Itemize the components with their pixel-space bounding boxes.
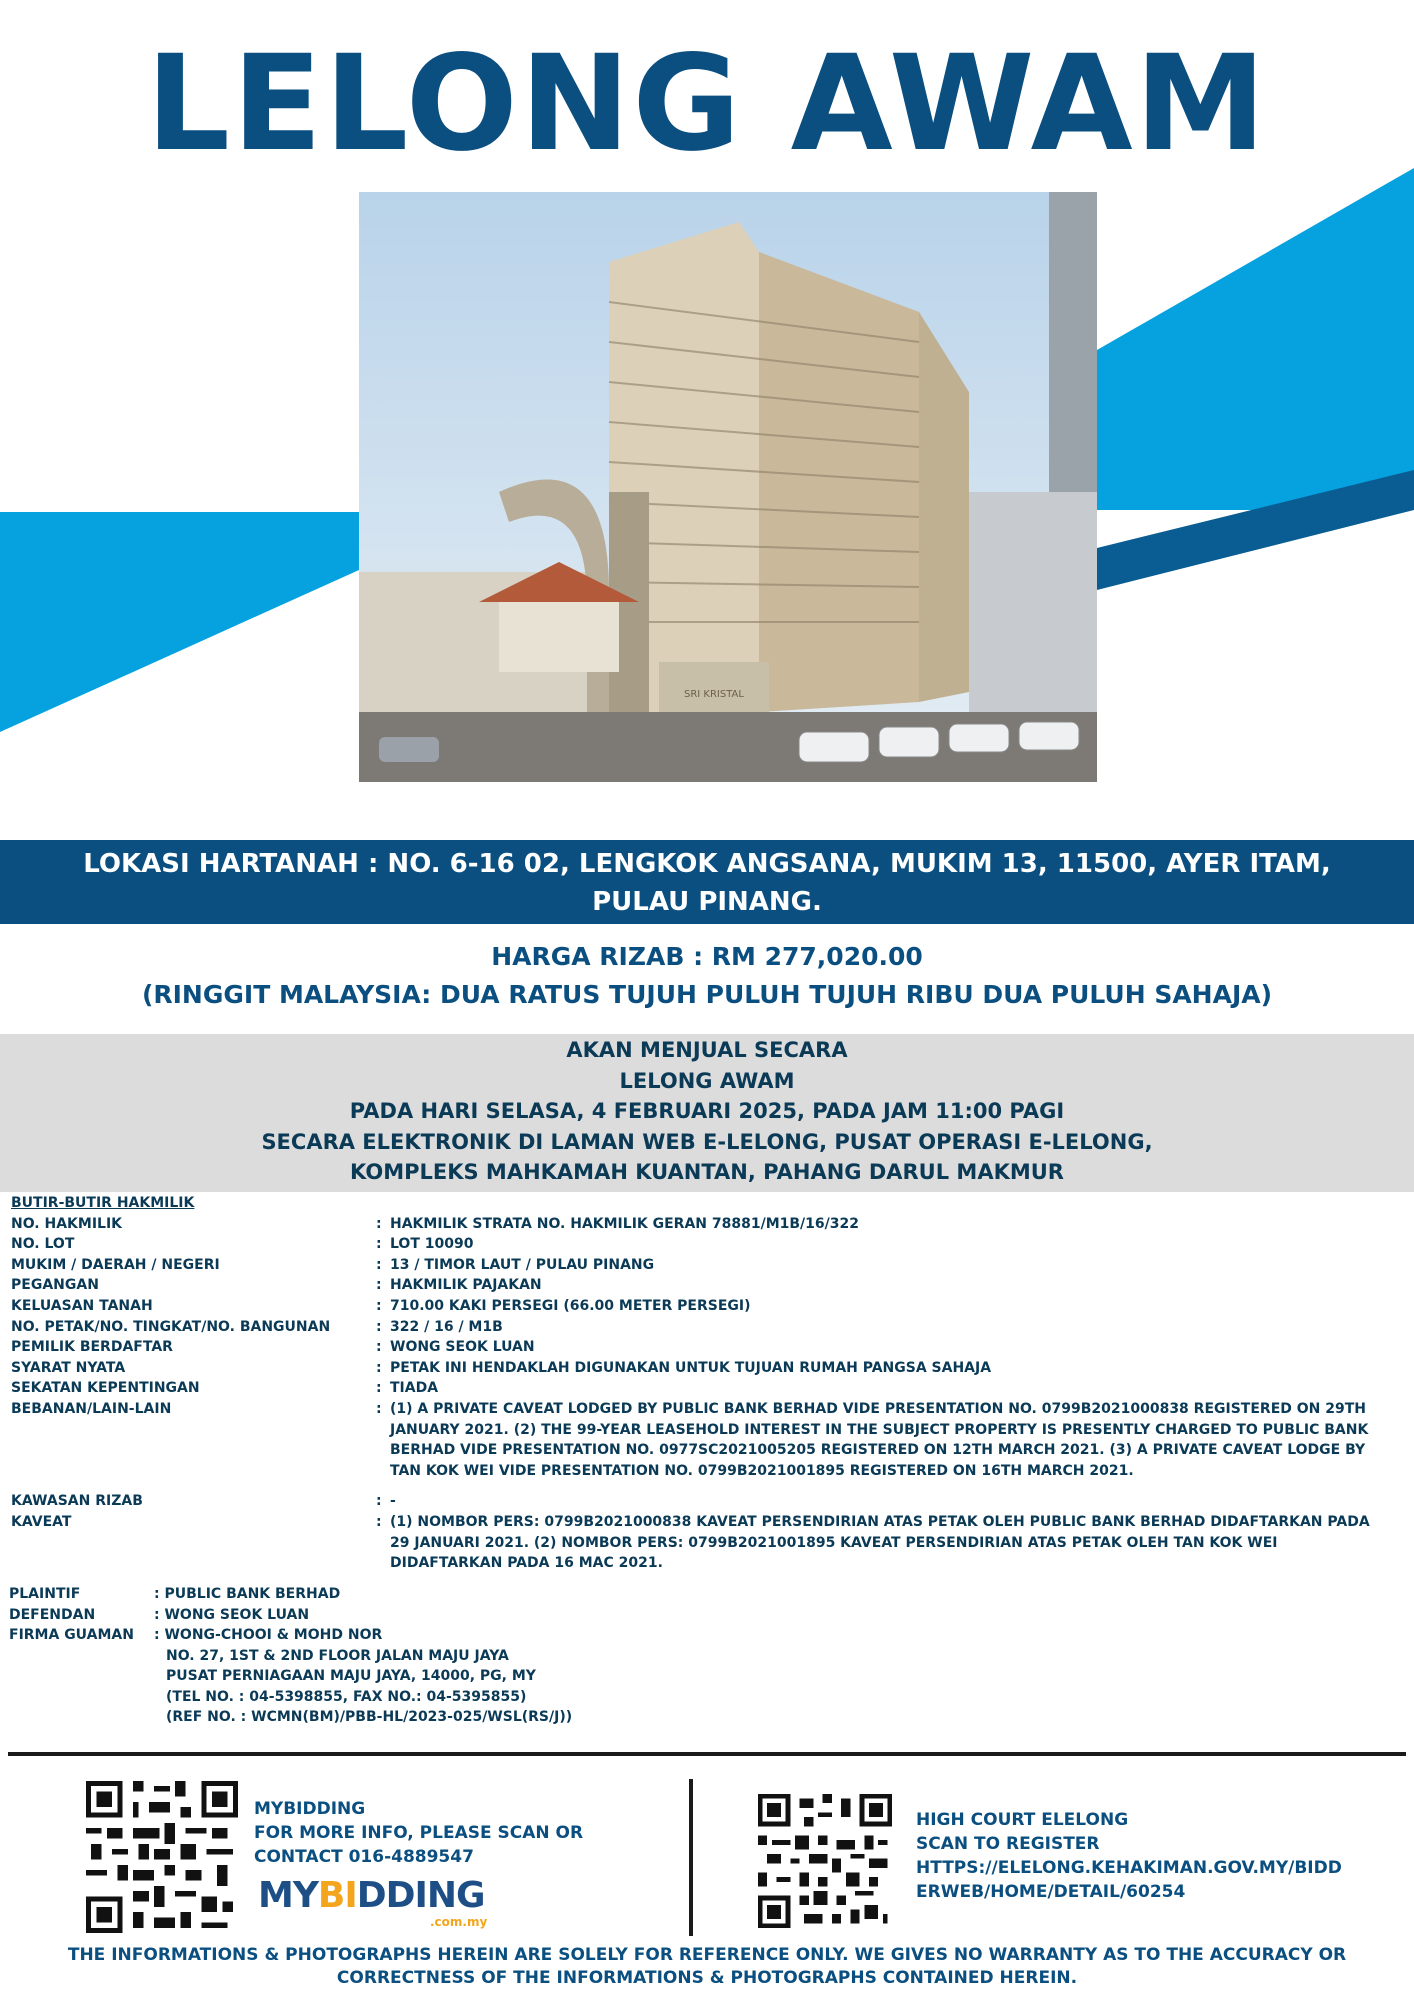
auction-line: PADA HARI SELASA, 4 FEBRUARI 2025, PADA JAM 11:00 PAGI xyxy=(349,1099,1065,1123)
court-line-2: SCAN TO REGISTER xyxy=(916,1834,1100,1854)
detail-row: BEBANAN/LAIN-LAIN : (1) A PRIVATE CAVEAT LODGED BY PUBLIC BANK BERHAD VIDE PRESENTATION NO. 0799B2021000838 REGISTERED ON 29TH JANUARY 2021. (2) THE 99-YEAR LEASEHOLD INTEREST IN THE SUBJECT PROPERTY IS PRESENTLY CHARGED TO PUBLIC BANK BERHAD VIDE PRESENTATION NO. 0977SC2021005205 REGISTERED ON 12TH MARCH 2021. (3) A PRIVATE CAVEAT LODGE BY TAN KOK WEI VIDE PRESENTATION NO. 0799B2021001895 REGISTERED ON 16TH MARCH 2021. xyxy=(11,1400,1369,1479)
location-band xyxy=(0,840,1414,924)
property-photo xyxy=(359,192,1097,782)
page-title: LELONG AWAM xyxy=(145,27,1269,181)
location-line-2: PULAU PINANG. xyxy=(592,887,822,917)
detail-row: SEKATAN KEPENTINGAN : TIADA xyxy=(11,1380,439,1397)
building-sign-text: SRI KRISTAL xyxy=(684,689,744,700)
mybidding-logo[interactable]: MYBIDDING xyxy=(258,1875,485,1916)
mybidding-contact xyxy=(254,1797,634,1869)
reserve-price xyxy=(0,938,1414,1014)
firm-ref: (REF NO. : WCMN(BM)/PBB-HL/2023-025/WSL(RS/J)) xyxy=(166,1709,573,1725)
mybidding-logo-domain: .com.my xyxy=(430,1915,488,1929)
detail-row: PEGANGAN : HAKMILIK PAJAKAN xyxy=(11,1277,542,1294)
qr-code-icon[interactable] xyxy=(758,1794,892,1928)
auction-line: AKAN MENJUAL SECARA xyxy=(566,1038,848,1062)
title-details xyxy=(11,1193,1401,1574)
defendan-row: DEFENDAN : WONG SEOK LUAN xyxy=(9,1606,310,1623)
reserve-price-words: (RINGGIT MALAYSIA: DUA RATUS TUJUH PULUH TUJUH RIBU DUA PULUH SAHAJA) xyxy=(141,980,1273,1009)
mybidding-line-1: MYBIDDING xyxy=(254,1799,366,1819)
auction-line: KOMPLEKS MAHKAMAH KUANTAN, PAHANG DARUL MAKMUR xyxy=(350,1160,1064,1184)
reserve-price-amount: HARGA RIZAB : RM 277,020.00 xyxy=(491,942,923,971)
details-heading: BUTIR-BUTIR HAKMILIK xyxy=(11,1195,195,1211)
detail-row: SYARAT NYATA : PETAK INI HENDAKLAH DIGUNAKAN UNTUK TUJUAN RUMAH PANGSA SAHAJA xyxy=(11,1359,992,1376)
court-url-line-2[interactable]: ERWEB/HOME/DETAIL/60254 xyxy=(916,1882,1186,1902)
detail-row: KAVEAT : (1) NOMBOR PERS: 0799B2021000838 KAVEAT PERSENDIRIAN ATAS PETAK OLEH PUBLIC BANK BERHAD DIDAFTARKAN PADA 29 JANUARI 2021. (2) NOMBOR PERS: 0799B2021001895 KAVEAT PERSENDIRIAN ATAS PETAK OLEH TAN KOK WEI DIDAFTARKAN PADA 16 MAC 2021. xyxy=(11,1513,1370,1572)
footer-divider xyxy=(8,1752,1406,1756)
disclaimer: THE INFORMATIONS & PHOTOGRAPHS HEREIN ARE SOLELY FOR REFERENCE ONLY. WE GIVES NO WARRANTY AS TO THE ACCURACY OR CORRECTNESS OF THE INFORMATIONS & PHOTOGRAPHS CONTAINED HEREIN. xyxy=(67,1945,1347,1988)
plaintif-row: PLAINTIF : PUBLIC BANK BERHAD xyxy=(9,1586,341,1602)
auction-line: SECARA ELEKTRONIK DI LAMAN WEB E-LELONG, PUSAT OPERASI E-LELONG, xyxy=(261,1129,1153,1154)
left-lower-shape xyxy=(0,512,359,732)
court-url-line-1[interactable]: HTTPS://ELELONG.KEHAKIMAN.GOV.MY/BIDD xyxy=(916,1858,1342,1878)
firma-row: FIRMA GUAMAN : WONG-CHOOI & MOHD NOR xyxy=(9,1627,383,1643)
detail-row: KELUASAN TANAH : 710.00 KAKI PERSEGI (66.00 METER PERSEGI) xyxy=(11,1297,751,1314)
detail-row: PEMILIK BERDAFTAR : WONG SEOK LUAN xyxy=(11,1339,535,1356)
location-line-1: LOKASI HARTANAH : NO. 6-16 02, LENGKOK ANGSANA, MUKIM 13, 11500, AYER ITAM, xyxy=(83,849,1331,879)
footer-vertical-divider xyxy=(689,1779,693,1936)
qr-code-icon[interactable] xyxy=(86,1781,238,1933)
mybidding-line-2: FOR MORE INFO, PLEASE SCAN OR xyxy=(254,1823,584,1843)
auction-line: LELONG AWAM xyxy=(619,1068,795,1093)
detail-row: NO. LOT : LOT 10090 xyxy=(11,1236,474,1253)
apartment-building-photo xyxy=(359,192,1097,782)
detail-row: NO. PETAK/NO. TINGKAT/NO. BANGUNAN : 322 / 16 / M1B xyxy=(11,1318,503,1335)
auction-info-band xyxy=(0,1034,1414,1192)
firm-address-2: PUSAT PERNIAGAAN MAJU JAYA, 14000, PG, MY xyxy=(166,1668,536,1684)
court-line-1: HIGH COURT ELELONG xyxy=(916,1810,1129,1830)
firm-tel: (TEL NO. : 04-5398855, FAX NO.: 04-5395855) xyxy=(166,1688,527,1705)
firm-address-1: NO. 27, 1ST & 2ND FLOOR JALAN MAJU JAYA xyxy=(166,1647,509,1664)
case-parties xyxy=(9,1584,572,1728)
right-upper-shape xyxy=(1097,168,1414,510)
court-elelong-info xyxy=(916,1808,1356,1904)
detail-row: KAWASAN RIZAB : - xyxy=(11,1493,396,1510)
detail-row: NO. HAKMILIK : HAKMILIK STRATA NO. HAKMILIK GERAN 78881/M1B/16/322 xyxy=(11,1215,859,1232)
mybidding-line-3: CONTACT 016-4889547 xyxy=(254,1847,474,1867)
detail-row: MUKIM / DAERAH / NEGERI : 13 / TIMOR LAUT / PULAU PINANG xyxy=(11,1256,655,1273)
